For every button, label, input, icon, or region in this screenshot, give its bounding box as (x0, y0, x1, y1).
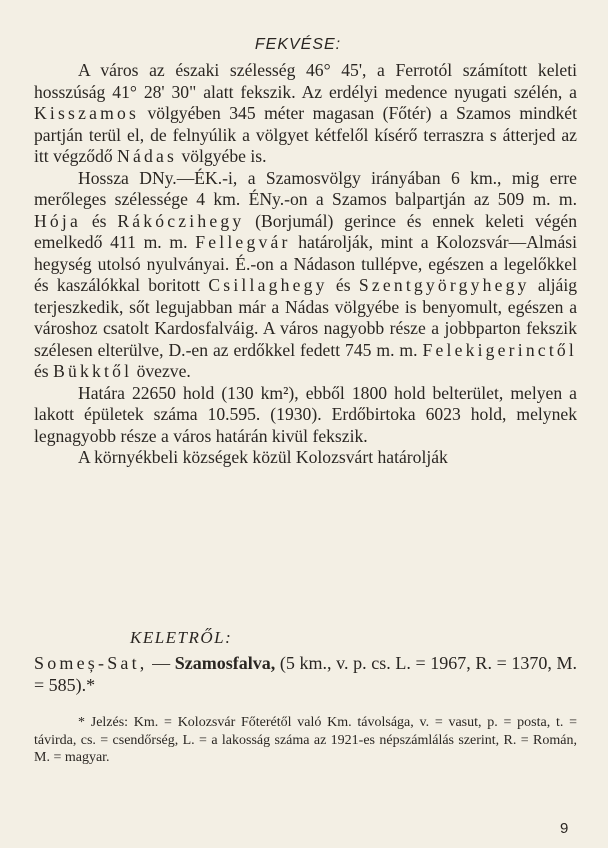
spaced-term: Csillaghegy (208, 275, 328, 295)
text-run: és (81, 210, 118, 231)
body-text (34, 60, 577, 469)
text-run: — (147, 653, 175, 673)
subheading-east: KELETRŐL: (130, 628, 233, 647)
village-name-romanian: Someș-Sat, (34, 653, 148, 673)
footnote (34, 714, 577, 767)
text-run: aljáig terjeszkedik, sőt legujabban már a Nádas völgyébe is benyomult, egészen a városhoz csatolt Kardosfalváig. A város nagyobb része a jobbparton fekszik szélesen elterülve, D.-en az erdőkkel fedett 745 m. m. (34, 275, 577, 360)
text-run: (Borjumál) gerince és ennek keleti végén emelkedő 411 m. m. (34, 210, 577, 252)
spaced-term: Felekigerinctől (422, 339, 577, 360)
spaced-term: Nádas (117, 146, 178, 166)
text-run: völgyében 345 méter magasan (Főtér) a Szamos mindkét partján terül el, de felnyúlik a völgyet kétfelől kísérő terraszra s átterjed az itt végződő (34, 103, 577, 166)
text-run: és (327, 275, 359, 295)
text-run: Hossza DNy.—ÉK.-i, a Szamosvölgy irányában 6 km., mig erre merőleges szélessége 4 km. ÉNy.-on a Szamos balpartján az 509 m. m. (34, 167, 577, 209)
text-run: völgyébe is. (177, 146, 267, 166)
spaced-term: Rákóczihegy (117, 210, 245, 231)
paragraph-neighbours: A környékbeli községek közül Kolozsvárt határolják (78, 447, 448, 467)
spaced-term: Bükktől (53, 361, 133, 381)
spaced-term: Szentgyörgyhegy (358, 275, 530, 295)
section-heading: FEKVÉSE: (254, 36, 342, 53)
footnote-text: * Jelzés: Km. = Kolozsvár Főterétől való Km. távolsága, v. = vasut, p. = posta, t. = távirda, cs. = csendőrség, L. = a lakosság száma az 1921-es népszámlálás szerint, R. = Román, M. = magyar. (34, 715, 577, 765)
village-name-hungarian: Szamosfalva, (174, 653, 276, 673)
village-entry (34, 652, 577, 696)
paragraph-area: Határa 22650 hold (130 km²), ebből 1800 hold belterület, melyen a lakott épületek száma 10.595. (1930). Erdőbirtoka 6023 hold, melynek legnagyobb része a város határán kivül fekszik. (34, 382, 577, 446)
paragraph-location (34, 60, 577, 168)
spaced-term: Fellegvár (195, 232, 291, 252)
village-details: (5 km., v. p. cs. L. = 1967, R. = 1370, M. = 585).* (34, 653, 577, 695)
text-run: A város az északi szélesség 46° 45', a Ferrotól számított keleti hosszúság 41° 28' 30" alatt fekszik. Az erdélyi medence nyugati szélén, a (34, 60, 577, 102)
text-run: övezve. (132, 361, 191, 381)
paragraph-dimensions (34, 168, 577, 383)
text-run: és (34, 361, 54, 381)
spaced-term: Hója (34, 210, 81, 231)
text-run: határolják, mint a Kolozsvár—Almási hegység utolsó nyulványai. É.-on a Nádason tullépve, egészen a legelőkkel és kaszálókkal boritott (34, 232, 578, 295)
page-number: 9 (560, 820, 569, 837)
spaced-term: Kisszamos (34, 103, 140, 123)
